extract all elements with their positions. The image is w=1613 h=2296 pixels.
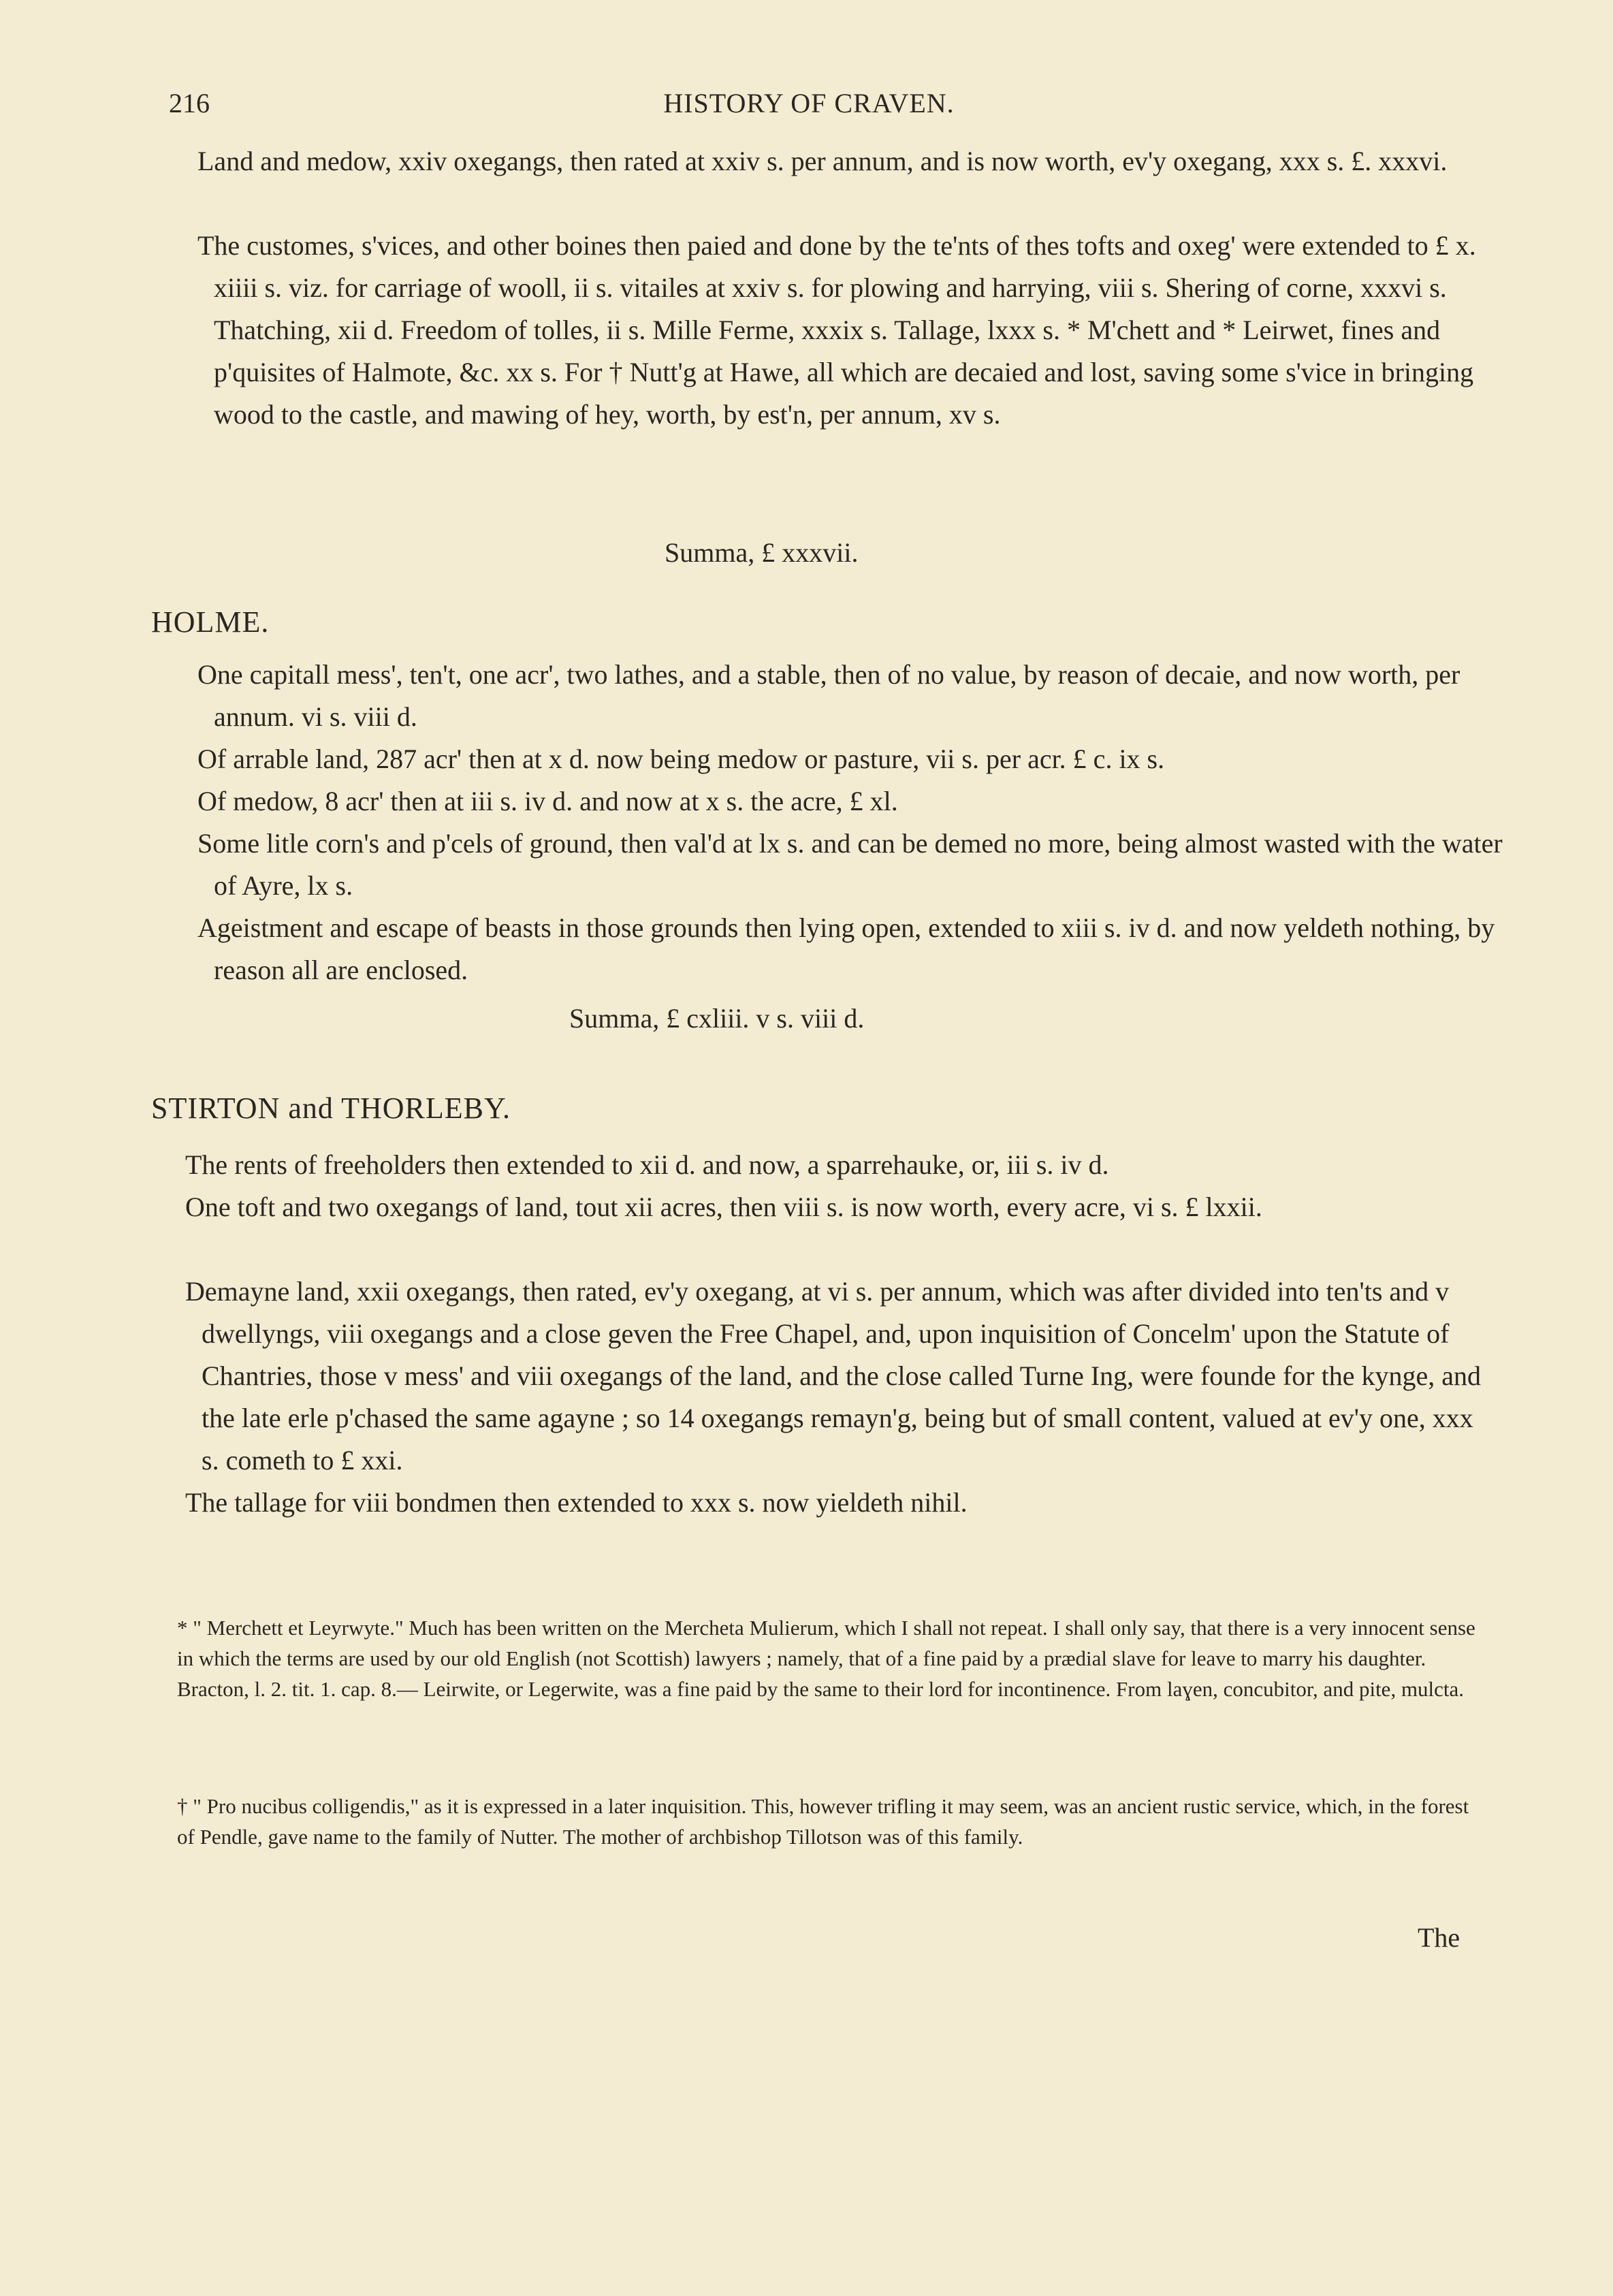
summa-first: Summa, £ xxxvii. — [665, 537, 859, 568]
paragraph-holme-capitall: One capitall mess', ten't, one acr', two lathes, and a stable, then of no value, by reason of decaie, and now worth, per annum. vi s. viii d. — [197, 659, 1460, 732]
paragraph-land-medow: Land and medow, xxiv oxegangs, then rated at xxiv s. per annum, and is now worth, ev'y oxegang, xxx s. £. xxxvi. — [197, 146, 1448, 176]
paragraph-holme-arrable: Of arrable land, 287 acr' then at x d. now being medow or pasture, vii s. per acr. £ c. ix s. — [197, 744, 1165, 774]
paragraph-stirton-rents: The rents of freeholders then extended to xii d. and now, a sparrehauke, or, iii s. iv d. — [185, 1149, 1109, 1180]
section-heading-stirton: STIRTON and THORLEBY. — [151, 1091, 511, 1125]
page-number: 216 — [169, 88, 210, 118]
paragraph-customes: The customes, s'vices, and other boines then paied and done by the te'nts of thes tofts and oxeg' were extended to £ x. xiiii s. viz. for carriage of wooll, ii s. vitailes at xxiv s. for plowing and harrying, viii s. Shering of corne, xxxvi s. Thatching, xii d. Freedom of tolles, ii s. Mille Ferme, xxxix s. Tallage, lxxx s. * M'chett and * Leirwet, fines and p'quisites of Halmote, &c. xx s. For † Nutt'g at Hawe, all which are decaied and lost, saving some s'vice in bringing wood to the castle, and mawing of hey, worth, by est'n, per annum, xv s. — [197, 230, 1476, 430]
paragraph-stirton-toft: One toft and two oxegangs of land, tout xii acres, then viii s. is now worth, every acre, vi s. £ lxxii. — [185, 1192, 1262, 1222]
footnote-nucibus: † " Pro nucibus colligendis," as it is expressed in a later inquisition. This, however trifling it may seem, was an ancient rustic service, which, in the forest of Pendle, gave name to the family of Nutter. The mother of archbishop Tillotson was of this family. — [177, 1794, 1469, 1849]
paragraph-stirton-tallage: The tallage for viii bondmen then extended to xxx s. now yieldeth nihil. — [185, 1487, 968, 1518]
section-heading-holme: HOLME. — [151, 605, 270, 639]
paragraph-holme-ageistment: Ageistment and escape of beasts in those grounds then lying open, extended to xiii s. iv d. and now yeldeth nothing, by reason all are enclosed. — [197, 912, 1495, 985]
summa-holme: Summa, £ cxliii. v s. viii d. — [569, 1003, 865, 1034]
footnote-merchett: * " Merchett et Leyrwyte." Much has been written on the Mercheta Mulierum, which I shall not repeat. I shall only say, that there is a very innocent sense in which the terms are used by our old English (not Scottish) lawyers ; namely, that of a fine paid by a prædial slave for leave to marry his daughter. Bracton, l. 2. tit. 1. cap. 8.— Leirwite, or Legerwite, was a fine paid by the same to their lord for incontinence. From laɣen, concubitor, and pite, mulcta. — [177, 1616, 1475, 1701]
paragraph-holme-corns: Some litle corn's and p'cels of ground, then val'd at lx s. and can be demed no more, being almost wasted with the water of Ayre, lx s. — [197, 828, 1503, 901]
catchword: The — [1418, 1922, 1460, 1953]
paragraph-holme-medow: Of medow, 8 acr' then at iii s. iv d. and now at x s. the acre, £ xl. — [197, 786, 898, 816]
running-title: HISTORY OF CRAVEN. — [663, 88, 955, 118]
page-header — [169, 87, 1449, 128]
paragraph-stirton-demayne: Demayne land, xxii oxegangs, then rated, ev'y oxegang, at vi s. per annum, which was after divided into ten'ts and v dwellyngs, viii oxegangs and a close geven the Free Chapel, and, upon inquisition of Concelm' upon the Statute of Chantries, those v mess' and viii oxegangs of the land, and the close called Turne Ing, were founde for the kynge, and the late erle p'chased the same agayne ; so 14 oxegangs remayn'g, being but of small content, valued at ev'y one, xxx s. cometh to £ xxi. — [185, 1276, 1481, 1476]
